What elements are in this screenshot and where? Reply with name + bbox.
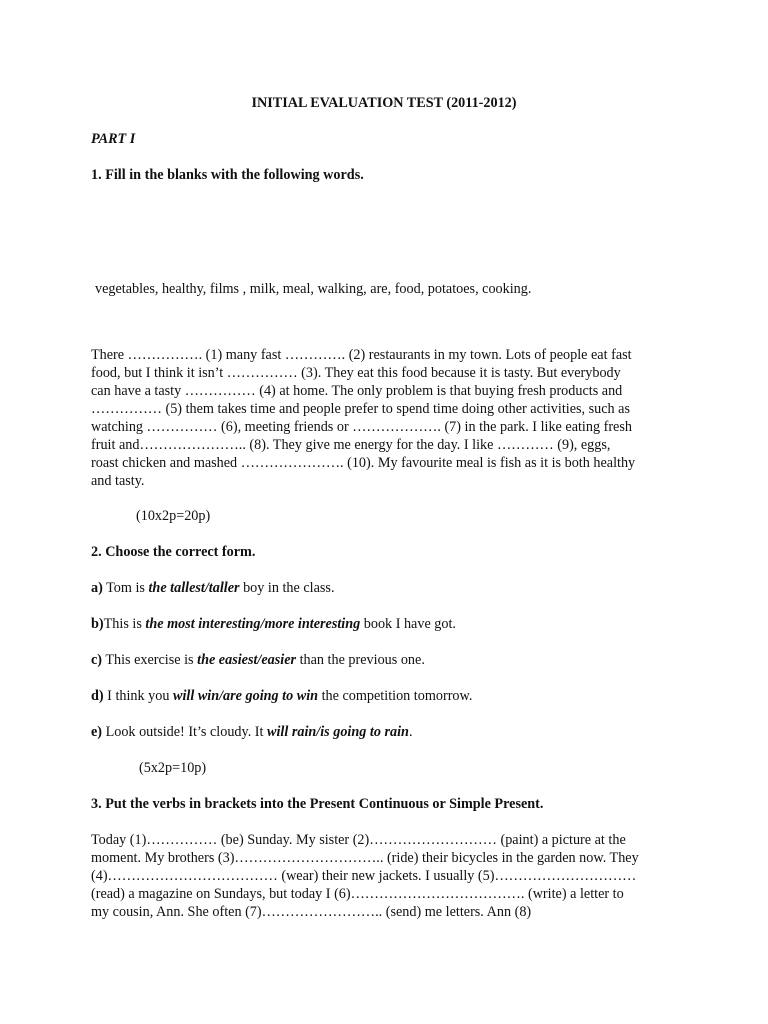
q1-passage-line: food, but I think it isn’t …………… (3). They eat this food because it is tasty. But everybody — [91, 365, 621, 381]
item-text: I think you — [103, 688, 173, 704]
q1-passage — [91, 346, 691, 490]
item-text: This exercise is — [102, 652, 198, 668]
q1-passage-line: …………… (5) them takes time and people prefer to spend time doing other activities, such as — [91, 401, 630, 417]
q3-heading: 3. Put the verbs in brackets into the Present Continuous or Simple Present. — [91, 796, 544, 812]
q3-passage-line: (4)……………………………… (wear) their new jackets. I usually (5)………………………… — [91, 868, 637, 884]
q3-passage-line: my cousin, Ann. She often (7)…………………….. (send) me letters. Ann (8) — [91, 904, 532, 920]
q3-passage-line: Today (1)…………… (be) Sunday. My sister (2)……………………… (paint) a picture at the — [91, 832, 626, 848]
word-bank: vegetables, healthy, films , milk, meal, walking, are, food, potatoes, cooking. — [95, 281, 532, 297]
item-options: will win/are going to win — [172, 688, 319, 704]
q2-item-c — [91, 651, 691, 669]
item-label: a) — [91, 580, 103, 596]
q1-passage-line: There ……………. (1) many fast …………. (2) restaurants in my town. Lots of people eat fast — [91, 347, 632, 363]
item-label: e) — [91, 724, 103, 740]
item-label: b) — [91, 616, 104, 632]
item-text: boy in the class. — [239, 580, 335, 596]
q3-passage-line: moment. My brothers (3)………………………….. (ride) their bicycles in the garden now. They — [91, 850, 639, 866]
item-text: than the previous one. — [296, 652, 425, 668]
q2-item-a — [91, 579, 691, 597]
q3-passage-line: (read) a magazine on Sundays, but today I (6)………………………………. (write) a letter to — [91, 886, 624, 902]
document-title: INITIAL EVALUATION TEST (2011-2012) — [251, 95, 517, 111]
item-options: the most interesting/more interesting — [145, 616, 361, 632]
q1-passage-line: can have a tasty …………… (4) at home. The only problem is that buying fresh products and — [91, 383, 623, 399]
q2-points: (5x2p=10p) — [139, 760, 207, 776]
item-text: Look outside! It’s cloudy. It — [102, 724, 268, 740]
q1-heading: 1. Fill in the blanks with the following words. — [91, 167, 364, 183]
item-options: will rain/is going to rain — [267, 724, 409, 740]
q3-passage — [91, 831, 691, 921]
q2-heading: 2. Choose the correct form. — [91, 544, 256, 560]
item-text: book I have got. — [360, 616, 456, 632]
item-text: the competition tomorrow. — [318, 688, 473, 704]
q1-passage-line: and tasty. — [91, 473, 145, 489]
item-text: . — [408, 724, 413, 740]
item-options: the tallest/taller — [148, 580, 240, 596]
part-heading: PART I — [91, 131, 136, 147]
q2-item-b — [91, 615, 691, 633]
q1-passage-line: fruit and………………….. (8). They give me energy for the day. I like ………… (9), eggs, — [91, 437, 611, 453]
q1-passage-line: roast chicken and mashed …………………. (10). My favourite meal is fish as it is both healthy — [91, 455, 636, 471]
item-label: d) — [91, 688, 104, 704]
item-label: c) — [91, 652, 103, 668]
q2-item-d — [91, 687, 691, 705]
item-options: the easiest/easier — [197, 652, 297, 668]
item-text: This is — [103, 616, 146, 632]
q1-points: (10x2p=20p) — [136, 508, 211, 524]
q2-item-e — [91, 723, 691, 741]
q1-passage-line: watching …………… (6), meeting friends or ………………. (7) in the park. I like eating fresh — [91, 419, 632, 435]
item-text: Tom is — [102, 580, 149, 596]
